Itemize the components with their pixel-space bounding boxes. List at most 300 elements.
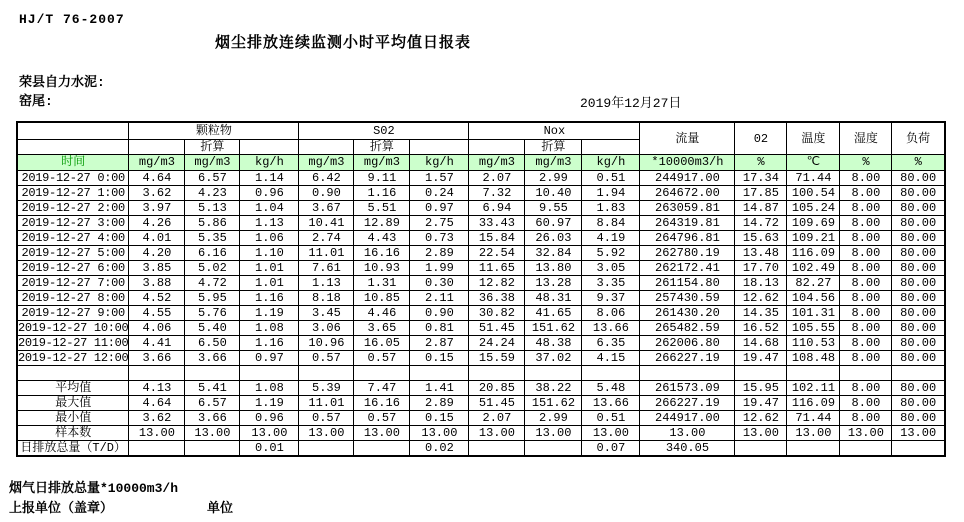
value-cell: 5.13 bbox=[185, 201, 240, 216]
value-cell: 263059.81 bbox=[640, 201, 735, 216]
value-cell: 1.10 bbox=[240, 246, 299, 261]
value-cell: 0.51 bbox=[582, 171, 640, 186]
summary-row bbox=[17, 411, 945, 426]
value-cell: 3.85 bbox=[129, 261, 185, 276]
value-cell: 0.57 bbox=[299, 351, 354, 366]
unit-header-1: mg/m3 bbox=[185, 155, 240, 171]
value-cell: 4.46 bbox=[354, 306, 410, 321]
value-cell: 4.72 bbox=[185, 276, 240, 291]
table-row bbox=[17, 291, 945, 306]
value-cell: 8.00 bbox=[840, 186, 892, 201]
value-cell: 13.48 bbox=[735, 246, 787, 261]
summary-value-cell: 13.00 bbox=[469, 426, 525, 441]
standard-code: HJ/T 76-2007 bbox=[19, 12, 125, 27]
table-row bbox=[17, 306, 945, 321]
value-cell: 26.03 bbox=[525, 231, 582, 246]
summary-row bbox=[17, 381, 945, 396]
value-cell: 19.47 bbox=[735, 351, 787, 366]
value-cell: 104.56 bbox=[787, 291, 840, 306]
summary-label: 最大值 bbox=[17, 396, 129, 411]
value-cell: 80.00 bbox=[892, 306, 945, 321]
value-cell: 1.13 bbox=[240, 216, 299, 231]
value-cell: 266227.19 bbox=[640, 351, 735, 366]
value-cell: 8.00 bbox=[840, 291, 892, 306]
empty-cell bbox=[525, 366, 582, 381]
value-cell: 3.66 bbox=[129, 351, 185, 366]
value-cell: 48.38 bbox=[525, 336, 582, 351]
value-cell: 1.01 bbox=[240, 261, 299, 276]
column-header-2: 温度 bbox=[787, 122, 840, 155]
value-cell: 5.76 bbox=[185, 306, 240, 321]
table-row bbox=[17, 351, 945, 366]
summary-value-cell: 80.00 bbox=[892, 381, 945, 396]
value-cell: 3.62 bbox=[129, 186, 185, 201]
unit-header-13: % bbox=[892, 155, 945, 171]
value-cell: 1.19 bbox=[240, 306, 299, 321]
value-cell: 5.51 bbox=[354, 201, 410, 216]
converted-subheader-0: 折算 bbox=[185, 140, 240, 155]
summary-value-cell: 0.57 bbox=[299, 411, 354, 426]
empty-cell bbox=[640, 366, 735, 381]
summary-value-cell: 0.01 bbox=[240, 441, 299, 457]
value-cell: 30.82 bbox=[469, 306, 525, 321]
value-cell: 3.05 bbox=[582, 261, 640, 276]
value-cell: 11.65 bbox=[469, 261, 525, 276]
value-cell: 8.00 bbox=[840, 246, 892, 261]
summary-value-cell: 8.00 bbox=[840, 381, 892, 396]
empty-cell bbox=[185, 366, 240, 381]
value-cell: 4.23 bbox=[185, 186, 240, 201]
summary-value-cell: 13.00 bbox=[582, 426, 640, 441]
value-cell: 41.65 bbox=[525, 306, 582, 321]
summary-value-cell: 5.48 bbox=[582, 381, 640, 396]
value-cell: 8.00 bbox=[840, 171, 892, 186]
unit-header-12: % bbox=[840, 155, 892, 171]
table-header bbox=[17, 122, 945, 171]
time-cell: 2019-12-27 5:00 bbox=[17, 246, 129, 261]
summary-value-cell: 0.02 bbox=[410, 441, 469, 457]
value-cell: 1.01 bbox=[240, 276, 299, 291]
value-cell: 8.00 bbox=[840, 201, 892, 216]
unit-header-8: kg/h bbox=[582, 155, 640, 171]
value-cell: 1.13 bbox=[299, 276, 354, 291]
value-cell: 1.16 bbox=[240, 336, 299, 351]
value-cell: 2.99 bbox=[525, 171, 582, 186]
converted-subheader-1: 折算 bbox=[354, 140, 410, 155]
summary-label: 日排放总量（T/D） bbox=[17, 441, 129, 457]
value-cell: 8.00 bbox=[840, 321, 892, 336]
summary-value-cell: 1.19 bbox=[240, 396, 299, 411]
value-cell: 262780.19 bbox=[640, 246, 735, 261]
time-cell: 2019-12-27 1:00 bbox=[17, 186, 129, 201]
value-cell: 4.64 bbox=[129, 171, 185, 186]
empty-cell bbox=[787, 366, 840, 381]
value-cell: 14.68 bbox=[735, 336, 787, 351]
group-header-1: S02 bbox=[299, 122, 469, 140]
empty-cell bbox=[410, 366, 469, 381]
value-cell: 8.00 bbox=[840, 336, 892, 351]
summary-value-cell bbox=[735, 441, 787, 457]
value-cell: 1.57 bbox=[410, 171, 469, 186]
value-cell: 0.96 bbox=[240, 186, 299, 201]
value-cell: 5.40 bbox=[185, 321, 240, 336]
converted-subheader-2: 折算 bbox=[525, 140, 582, 155]
value-cell: 265482.59 bbox=[640, 321, 735, 336]
summary-value-cell bbox=[185, 441, 240, 457]
value-cell: 102.49 bbox=[787, 261, 840, 276]
table-row bbox=[17, 336, 945, 351]
summary-row bbox=[17, 426, 945, 441]
value-cell: 13.66 bbox=[582, 321, 640, 336]
value-cell: 5.02 bbox=[185, 261, 240, 276]
summary-value-cell: 13.00 bbox=[354, 426, 410, 441]
time-cell: 2019-12-27 4:00 bbox=[17, 231, 129, 246]
value-cell: 4.06 bbox=[129, 321, 185, 336]
summary-value-cell bbox=[840, 441, 892, 457]
value-cell: 6.94 bbox=[469, 201, 525, 216]
value-cell: 0.97 bbox=[240, 351, 299, 366]
blank-subheader bbox=[582, 140, 640, 155]
time-cell: 2019-12-27 0:00 bbox=[17, 171, 129, 186]
value-cell: 10.85 bbox=[354, 291, 410, 306]
unit-header-9: *10000m3/h bbox=[640, 155, 735, 171]
table-row bbox=[17, 246, 945, 261]
value-cell: 71.44 bbox=[787, 171, 840, 186]
value-cell: 80.00 bbox=[892, 246, 945, 261]
value-cell: 8.18 bbox=[299, 291, 354, 306]
value-cell: 3.67 bbox=[299, 201, 354, 216]
value-cell: 262172.41 bbox=[640, 261, 735, 276]
summary-value-cell: 12.62 bbox=[735, 411, 787, 426]
value-cell: 48.31 bbox=[525, 291, 582, 306]
time-column-header: 时间 bbox=[17, 155, 129, 171]
station-name: 窑尾: bbox=[19, 94, 53, 109]
empty-cell bbox=[129, 366, 185, 381]
table-row bbox=[17, 171, 945, 186]
value-cell: 3.88 bbox=[129, 276, 185, 291]
value-cell: 2.07 bbox=[469, 171, 525, 186]
value-cell: 10.96 bbox=[299, 336, 354, 351]
value-cell: 7.32 bbox=[469, 186, 525, 201]
value-cell: 1.99 bbox=[410, 261, 469, 276]
time-cell: 2019-12-27 8:00 bbox=[17, 291, 129, 306]
value-cell: 2.11 bbox=[410, 291, 469, 306]
value-cell: 22.54 bbox=[469, 246, 525, 261]
group-header-0: 颗粒物 bbox=[129, 122, 299, 140]
value-cell: 10.41 bbox=[299, 216, 354, 231]
table-row bbox=[17, 186, 945, 201]
unit-header-10: % bbox=[735, 155, 787, 171]
value-cell: 10.40 bbox=[525, 186, 582, 201]
value-cell: 8.00 bbox=[840, 261, 892, 276]
summary-value-cell: 13.00 bbox=[787, 426, 840, 441]
value-cell: 3.45 bbox=[299, 306, 354, 321]
table-body bbox=[17, 171, 945, 457]
blank-subheader bbox=[299, 140, 354, 155]
value-cell: 9.37 bbox=[582, 291, 640, 306]
value-cell: 32.84 bbox=[525, 246, 582, 261]
value-cell: 2.89 bbox=[410, 246, 469, 261]
value-cell: 80.00 bbox=[892, 261, 945, 276]
value-cell: 105.55 bbox=[787, 321, 840, 336]
value-cell: 1.83 bbox=[582, 201, 640, 216]
value-cell: 80.00 bbox=[892, 171, 945, 186]
value-cell: 0.57 bbox=[354, 351, 410, 366]
value-cell: 2.75 bbox=[410, 216, 469, 231]
value-cell: 80.00 bbox=[892, 321, 945, 336]
summary-value-cell: 51.45 bbox=[469, 396, 525, 411]
value-cell: 9.55 bbox=[525, 201, 582, 216]
value-cell: 4.41 bbox=[129, 336, 185, 351]
blank-subheader bbox=[240, 140, 299, 155]
value-cell: 1.04 bbox=[240, 201, 299, 216]
summary-label: 平均值 bbox=[17, 381, 129, 396]
value-cell: 100.54 bbox=[787, 186, 840, 201]
summary-row bbox=[17, 396, 945, 411]
unit-header-0: mg/m3 bbox=[129, 155, 185, 171]
summary-value-cell bbox=[129, 441, 185, 457]
value-cell: 264796.81 bbox=[640, 231, 735, 246]
value-cell: 80.00 bbox=[892, 351, 945, 366]
value-cell: 13.28 bbox=[525, 276, 582, 291]
value-cell: 37.02 bbox=[525, 351, 582, 366]
value-cell: 3.35 bbox=[582, 276, 640, 291]
empty-row bbox=[17, 366, 945, 381]
value-cell: 51.45 bbox=[469, 321, 525, 336]
value-cell: 116.09 bbox=[787, 246, 840, 261]
summary-value-cell: 4.64 bbox=[129, 396, 185, 411]
summary-value-cell: 8.00 bbox=[840, 396, 892, 411]
summary-value-cell: 1.41 bbox=[410, 381, 469, 396]
value-cell: 12.89 bbox=[354, 216, 410, 231]
value-cell: 10.93 bbox=[354, 261, 410, 276]
value-cell: 1.31 bbox=[354, 276, 410, 291]
value-cell: 109.69 bbox=[787, 216, 840, 231]
value-cell: 110.53 bbox=[787, 336, 840, 351]
summary-value-cell: 151.62 bbox=[525, 396, 582, 411]
summary-value-cell: 2.07 bbox=[469, 411, 525, 426]
value-cell: 6.57 bbox=[185, 171, 240, 186]
reporting-unit-label: 上报单位（盖章） bbox=[9, 501, 114, 516]
value-cell: 1.06 bbox=[240, 231, 299, 246]
value-cell: 8.00 bbox=[840, 306, 892, 321]
value-cell: 6.50 bbox=[185, 336, 240, 351]
report-table bbox=[16, 121, 946, 457]
value-cell: 151.62 bbox=[525, 321, 582, 336]
value-cell: 5.35 bbox=[185, 231, 240, 246]
value-cell: 109.21 bbox=[787, 231, 840, 246]
time-cell: 2019-12-27 9:00 bbox=[17, 306, 129, 321]
value-cell: 261430.20 bbox=[640, 306, 735, 321]
value-cell: 101.31 bbox=[787, 306, 840, 321]
value-cell: 108.48 bbox=[787, 351, 840, 366]
unit-header-3: mg/m3 bbox=[299, 155, 354, 171]
summary-value-cell: 16.16 bbox=[354, 396, 410, 411]
page-title: 烟尘排放连续监测小时平均值日报表 bbox=[215, 35, 472, 52]
summary-value-cell: 2.89 bbox=[410, 396, 469, 411]
value-cell: 15.84 bbox=[469, 231, 525, 246]
value-cell: 3.66 bbox=[185, 351, 240, 366]
value-cell: 8.84 bbox=[582, 216, 640, 231]
summary-value-cell: 15.95 bbox=[735, 381, 787, 396]
summary-value-cell: 4.13 bbox=[129, 381, 185, 396]
value-cell: 1.14 bbox=[240, 171, 299, 186]
summary-value-cell: 19.47 bbox=[735, 396, 787, 411]
value-cell: 17.85 bbox=[735, 186, 787, 201]
value-cell: 9.11 bbox=[354, 171, 410, 186]
summary-value-cell: 38.22 bbox=[525, 381, 582, 396]
summary-value-cell: 8.00 bbox=[840, 411, 892, 426]
time-cell: 2019-12-27 7:00 bbox=[17, 276, 129, 291]
time-cell: 2019-12-27 2:00 bbox=[17, 201, 129, 216]
value-cell: 4.01 bbox=[129, 231, 185, 246]
summary-value-cell: 20.85 bbox=[469, 381, 525, 396]
value-cell: 80.00 bbox=[892, 336, 945, 351]
value-cell: 12.82 bbox=[469, 276, 525, 291]
value-cell: 4.20 bbox=[129, 246, 185, 261]
unit-header-6: mg/m3 bbox=[469, 155, 525, 171]
summary-value-cell bbox=[469, 441, 525, 457]
summary-value-cell: 3.62 bbox=[129, 411, 185, 426]
company-name: 荣县自力水泥: bbox=[19, 75, 105, 90]
value-cell: 5.92 bbox=[582, 246, 640, 261]
summary-value-cell bbox=[892, 441, 945, 457]
value-cell: 17.70 bbox=[735, 261, 787, 276]
value-cell: 1.94 bbox=[582, 186, 640, 201]
summary-value-cell: 13.00 bbox=[525, 426, 582, 441]
unit-header-11: ℃ bbox=[787, 155, 840, 171]
value-cell: 14.72 bbox=[735, 216, 787, 231]
summary-value-cell: 6.57 bbox=[185, 396, 240, 411]
value-cell: 80.00 bbox=[892, 201, 945, 216]
value-cell: 4.43 bbox=[354, 231, 410, 246]
corner-cell bbox=[17, 140, 129, 155]
summary-value-cell bbox=[354, 441, 410, 457]
summary-value-cell: 13.00 bbox=[735, 426, 787, 441]
summary-value-cell: 13.00 bbox=[840, 426, 892, 441]
value-cell: 7.61 bbox=[299, 261, 354, 276]
summary-value-cell: 13.00 bbox=[185, 426, 240, 441]
corner-cell bbox=[17, 122, 129, 140]
value-cell: 80.00 bbox=[892, 231, 945, 246]
summary-value-cell: 13.00 bbox=[129, 426, 185, 441]
value-cell: 80.00 bbox=[892, 186, 945, 201]
summary-label: 最小值 bbox=[17, 411, 129, 426]
summary-value-cell: 13.00 bbox=[410, 426, 469, 441]
table-row bbox=[17, 201, 945, 216]
summary-value-cell: 340.05 bbox=[640, 441, 735, 457]
summary-value-cell: 80.00 bbox=[892, 396, 945, 411]
unit-header-2: kg/h bbox=[240, 155, 299, 171]
value-cell: 60.97 bbox=[525, 216, 582, 231]
time-cell: 2019-12-27 12:00 bbox=[18, 351, 129, 365]
value-cell: 5.95 bbox=[185, 291, 240, 306]
table-row bbox=[17, 216, 945, 231]
empty-cell bbox=[892, 366, 945, 381]
empty-cell bbox=[354, 366, 410, 381]
summary-label: 样本数 bbox=[17, 426, 129, 441]
value-cell: 24.24 bbox=[469, 336, 525, 351]
summary-value-cell: 71.44 bbox=[787, 411, 840, 426]
value-cell: 8.00 bbox=[840, 351, 892, 366]
value-cell: 1.08 bbox=[240, 321, 299, 336]
blank-subheader bbox=[469, 140, 525, 155]
summary-value-cell: 5.41 bbox=[185, 381, 240, 396]
summary-value-cell: 2.99 bbox=[525, 411, 582, 426]
value-cell: 16.05 bbox=[354, 336, 410, 351]
value-cell: 264672.00 bbox=[640, 186, 735, 201]
summary-value-cell: 13.00 bbox=[892, 426, 945, 441]
value-cell: 261154.80 bbox=[640, 276, 735, 291]
value-cell: 8.00 bbox=[840, 276, 892, 291]
time-cell: 2019-12-27 10:00 bbox=[18, 321, 129, 335]
value-cell: 18.13 bbox=[735, 276, 787, 291]
column-header-1: 02 bbox=[735, 122, 787, 155]
time-cell: 2019-12-27 3:00 bbox=[17, 216, 129, 231]
value-cell: 6.16 bbox=[185, 246, 240, 261]
value-cell: 11.01 bbox=[299, 246, 354, 261]
time-cell: 2019-12-27 11:00 bbox=[18, 336, 129, 350]
summary-row bbox=[17, 441, 945, 457]
value-cell: 80.00 bbox=[892, 216, 945, 231]
table-row bbox=[17, 231, 945, 246]
table-row bbox=[17, 321, 945, 336]
empty-cell bbox=[469, 366, 525, 381]
value-cell: 13.80 bbox=[525, 261, 582, 276]
summary-value-cell bbox=[299, 441, 354, 457]
empty-cell bbox=[735, 366, 787, 381]
summary-value-cell: 116.09 bbox=[787, 396, 840, 411]
value-cell: 8.00 bbox=[840, 231, 892, 246]
empty-cell bbox=[299, 366, 354, 381]
table-row bbox=[17, 261, 945, 276]
summary-value-cell: 7.47 bbox=[354, 381, 410, 396]
value-cell: 0.30 bbox=[410, 276, 469, 291]
empty-cell bbox=[17, 366, 129, 381]
value-cell: 257430.59 bbox=[640, 291, 735, 306]
unit-header-4: mg/m3 bbox=[354, 155, 410, 171]
value-cell: 16.16 bbox=[354, 246, 410, 261]
empty-cell bbox=[840, 366, 892, 381]
summary-value-cell: 80.00 bbox=[892, 411, 945, 426]
value-cell: 14.87 bbox=[735, 201, 787, 216]
unit-label: 单位 bbox=[207, 501, 234, 516]
summary-value-cell: 5.39 bbox=[299, 381, 354, 396]
summary-value-cell: 0.57 bbox=[354, 411, 410, 426]
summary-value-cell: 13.00 bbox=[640, 426, 735, 441]
column-header-3: 湿度 bbox=[840, 122, 892, 155]
value-cell: 4.15 bbox=[582, 351, 640, 366]
empty-cell bbox=[240, 366, 299, 381]
value-cell: 3.65 bbox=[354, 321, 410, 336]
value-cell: 4.55 bbox=[129, 306, 185, 321]
value-cell: 12.62 bbox=[735, 291, 787, 306]
value-cell: 3.97 bbox=[129, 201, 185, 216]
summary-value-cell: 266227.19 bbox=[640, 396, 735, 411]
summary-value-cell: 1.08 bbox=[240, 381, 299, 396]
summary-value-cell: 13.00 bbox=[299, 426, 354, 441]
summary-value-cell: 244917.00 bbox=[640, 411, 735, 426]
value-cell: 0.97 bbox=[410, 201, 469, 216]
value-cell: 4.19 bbox=[582, 231, 640, 246]
value-cell: 8.00 bbox=[840, 216, 892, 231]
value-cell: 36.38 bbox=[469, 291, 525, 306]
value-cell: 1.16 bbox=[240, 291, 299, 306]
summary-value-cell: 0.15 bbox=[410, 411, 469, 426]
column-header-4: 负荷 bbox=[892, 122, 945, 155]
blank-subheader bbox=[129, 140, 185, 155]
time-cell: 2019-12-27 6:00 bbox=[17, 261, 129, 276]
